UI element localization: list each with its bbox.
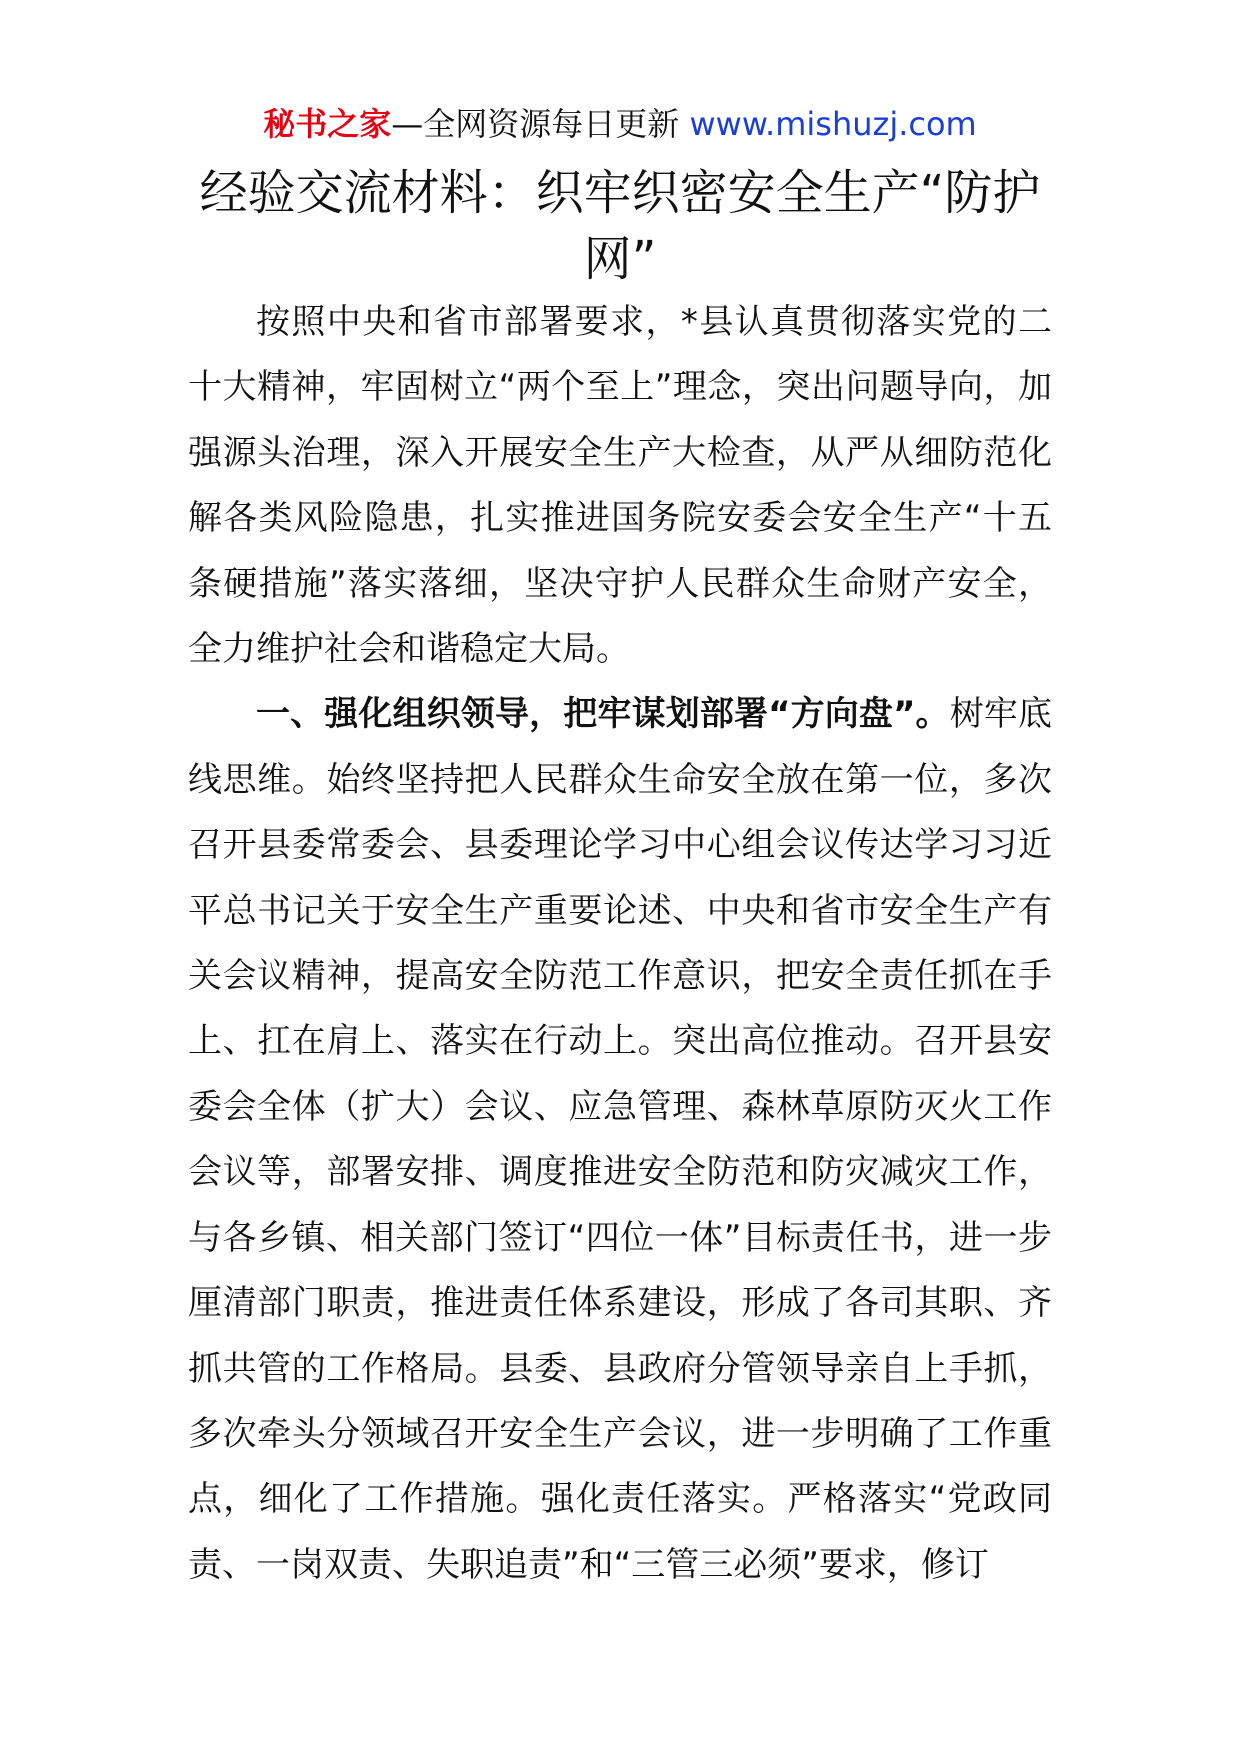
site-brand-name: 秘书之家 <box>263 105 392 143</box>
site-banner <box>0 100 1240 148</box>
paragraph-section-one <box>188 682 1052 1598</box>
site-tagline: —全网资源每日更新 <box>391 105 680 143</box>
document-body <box>188 290 1052 1598</box>
document-title: 经验交流材料：织牢织密安全生产“防护网” <box>199 165 1041 287</box>
paragraph-intro <box>188 290 1052 682</box>
paragraph-intro-text: 按照中央和省市部署要求，*县认真贯彻落实党的二十大精神，牢固树立“两个至上”理念，突出问题导向，加强源头治理，深入开展安全生产大检查，从严从细防范化解各类风险隐患，扎实推进国务院安委会安全生产“十五条硬措施”落实落细，坚决守护人民群众生命财产安全，全力维护社会和谐稳定大局。 <box>188 302 1052 670</box>
site-url-link[interactable]: www.mishuzj.com <box>689 105 977 143</box>
section-one-heading: 一、强化组织领导，把牢谋划部署“方向盘”。 <box>256 694 950 735</box>
section-one-text: 树牢底线思维。始终坚持把人民群众生命安全放在第一位，多次召开县委常委会、县委理论学习中心组会议传达学习习近平总书记关于安全生产重要论述、中央和省市安全生产有关会议精神，提高安全防范工作意识，把安全责任抓在手上、扛在肩上、落实在行动上。突出高位推动。召开县安委会全体（扩大）会议、应急管理、森林草原防灭火工作会议等，部署安排、调度推进安全防范和防灾减灾工作，与各乡镇、相关部门签订“四位一体”目标责任书，进一步厘清部门职责，推进责任体系建设，形成了各司其职、齐抓共管的工作格局。县委、县政府分管领导亲自上手抓，多次牵头分领域召开安全生产会议，进一步明确了工作重点，细化了工作措施。强化责任落实。严格落实“党政同责、一岗双责、失职追责”和“三管三必须”要求，修订 <box>188 694 1052 1585</box>
